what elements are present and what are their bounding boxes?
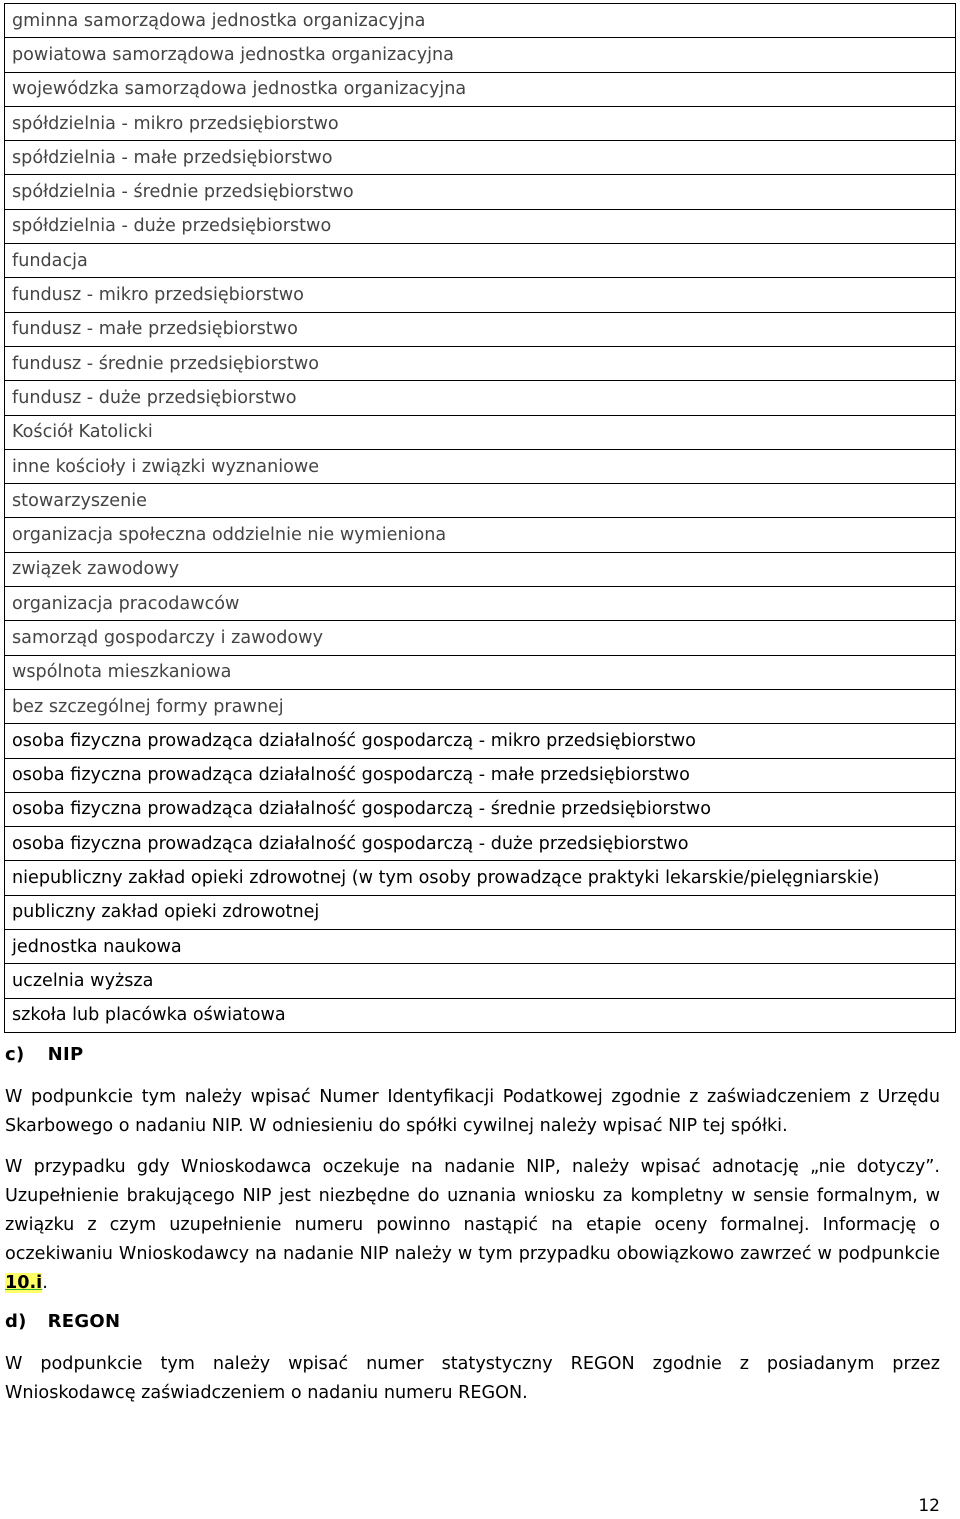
table-row xyxy=(5,621,956,655)
table-cell: stowarzyszenie xyxy=(5,484,956,518)
table-cell: osoba fizyczna prowadząca działalność gospodarczą - średnie przedsiębiorstwo xyxy=(5,792,956,826)
table-cell: gminna samorządowa jednostka organizacyjna xyxy=(5,4,956,38)
table-cell: publiczny zakład opieki zdrowotnej xyxy=(5,895,956,929)
table-row xyxy=(5,998,956,1032)
table-row xyxy=(5,175,956,209)
section-d-paragraph-1: W podpunkcie tym należy wpisać numer statystyczny REGON zgodnie z posiadanym przez Wnioskodawcę zaświadczeniem o nadaniu numeru REGON. xyxy=(5,1354,940,1403)
table-cell: Kościół Katolicki xyxy=(5,415,956,449)
table-cell: uczelnia wyższa xyxy=(5,964,956,998)
table-row xyxy=(5,724,956,758)
reference-link[interactable]: 10.i xyxy=(5,1273,43,1293)
section-c-heading xyxy=(5,1044,83,1065)
table-cell: organizacja społeczna oddzielnie nie wymieniona xyxy=(5,518,956,552)
section-c-paragraph-2 xyxy=(5,1153,940,1298)
table-row xyxy=(5,792,956,826)
legal-forms-table xyxy=(4,3,956,1033)
section-c-title: NIP xyxy=(47,1044,84,1065)
table-cell: fundusz - mikro przedsiębiorstwo xyxy=(5,278,956,312)
table-row xyxy=(5,758,956,792)
section-d-heading xyxy=(5,1311,120,1332)
table-cell: wspólnota mieszkaniowa xyxy=(5,655,956,689)
table-row xyxy=(5,209,956,243)
table-cell: jednostka naukowa xyxy=(5,930,956,964)
page-number: 12 xyxy=(918,1496,940,1516)
section-c-paragraph-2-text: W przypadku gdy Wnioskodawca oczekuje na nadanie NIP, należy wpisać adnotację „nie dotyczy”. Uzupełnienie brakującego NIP jest niezbędne do uznania wniosku za kompletny w sensie formalnym, w związku z czym uzupełnienie numeru powinno nastąpić na etapie oceny formalnej. Informację o oczekiwaniu Wnioskodawcy na nadanie NIP należy w tym przypadku obowiązkowo zawrzeć w podpunkcie xyxy=(5,1157,940,1264)
table-row xyxy=(5,278,956,312)
table-cell: fundusz - duże przedsiębiorstwo xyxy=(5,381,956,415)
table-row xyxy=(5,449,956,483)
table-cell: inne kościoły i związki wyznaniowe xyxy=(5,449,956,483)
table-row xyxy=(5,312,956,346)
table-row xyxy=(5,38,956,72)
table-row xyxy=(5,484,956,518)
table-row xyxy=(5,689,956,723)
table-cell: powiatowa samorządowa jednostka organizacyjna xyxy=(5,38,956,72)
table-cell: samorząd gospodarczy i zawodowy xyxy=(5,621,956,655)
table-row xyxy=(5,106,956,140)
table-cell: spółdzielnia - średnie przedsiębiorstwo xyxy=(5,175,956,209)
table-cell: związek zawodowy xyxy=(5,552,956,586)
table-row xyxy=(5,587,956,621)
table-row xyxy=(5,346,956,380)
table-cell: organizacja pracodawców xyxy=(5,587,956,621)
table-cell: szkoła lub placówka oświatowa xyxy=(5,998,956,1032)
table-row xyxy=(5,895,956,929)
table-row xyxy=(5,415,956,449)
table-row xyxy=(5,244,956,278)
table-row xyxy=(5,141,956,175)
table-cell: fundusz - małe przedsiębiorstwo xyxy=(5,312,956,346)
table-row xyxy=(5,655,956,689)
section-c-paragraph-2-end: . xyxy=(42,1273,48,1293)
table-row xyxy=(5,861,956,895)
table-cell: bez szczególnej formy prawnej xyxy=(5,689,956,723)
table-row xyxy=(5,552,956,586)
section-d-label: d) xyxy=(5,1311,27,1332)
section-d-title: REGON xyxy=(47,1311,121,1332)
table-cell: fundacja xyxy=(5,244,956,278)
table-cell: niepubliczny zakład opieki zdrowotnej (w tym osoby prowadzące praktyki lekarskie/pielęgniarskie) xyxy=(5,861,956,895)
table-cell: spółdzielnia - duże przedsiębiorstwo xyxy=(5,209,956,243)
table-row xyxy=(5,518,956,552)
section-c-paragraph-1: W podpunkcie tym należy wpisać Numer Identyfikacji Podatkowej zgodnie z zaświadczeniem z Urzędu Skarbowego o nadaniu NIP. W odniesieniu do spółki cywilnej należy wpisać NIP tej spółki. xyxy=(5,1087,940,1136)
table-cell: wojewódzka samorządowa jednostka organizacyjna xyxy=(5,72,956,106)
table-row xyxy=(5,964,956,998)
table-row xyxy=(5,381,956,415)
table-cell: spółdzielnia - mikro przedsiębiorstwo xyxy=(5,106,956,140)
table-row xyxy=(5,4,956,38)
table-cell: osoba fizyczna prowadząca działalność gospodarczą - małe przedsiębiorstwo xyxy=(5,758,956,792)
table-cell: osoba fizyczna prowadząca działalność gospodarczą - mikro przedsiębiorstwo xyxy=(5,724,956,758)
table-row xyxy=(5,72,956,106)
table-cell: osoba fizyczna prowadząca działalność gospodarczą - duże przedsiębiorstwo xyxy=(5,827,956,861)
section-c-label: c) xyxy=(5,1044,25,1065)
table-row xyxy=(5,827,956,861)
table-cell: fundusz - średnie przedsiębiorstwo xyxy=(5,346,956,380)
table-cell: spółdzielnia - małe przedsiębiorstwo xyxy=(5,141,956,175)
table-row xyxy=(5,930,956,964)
